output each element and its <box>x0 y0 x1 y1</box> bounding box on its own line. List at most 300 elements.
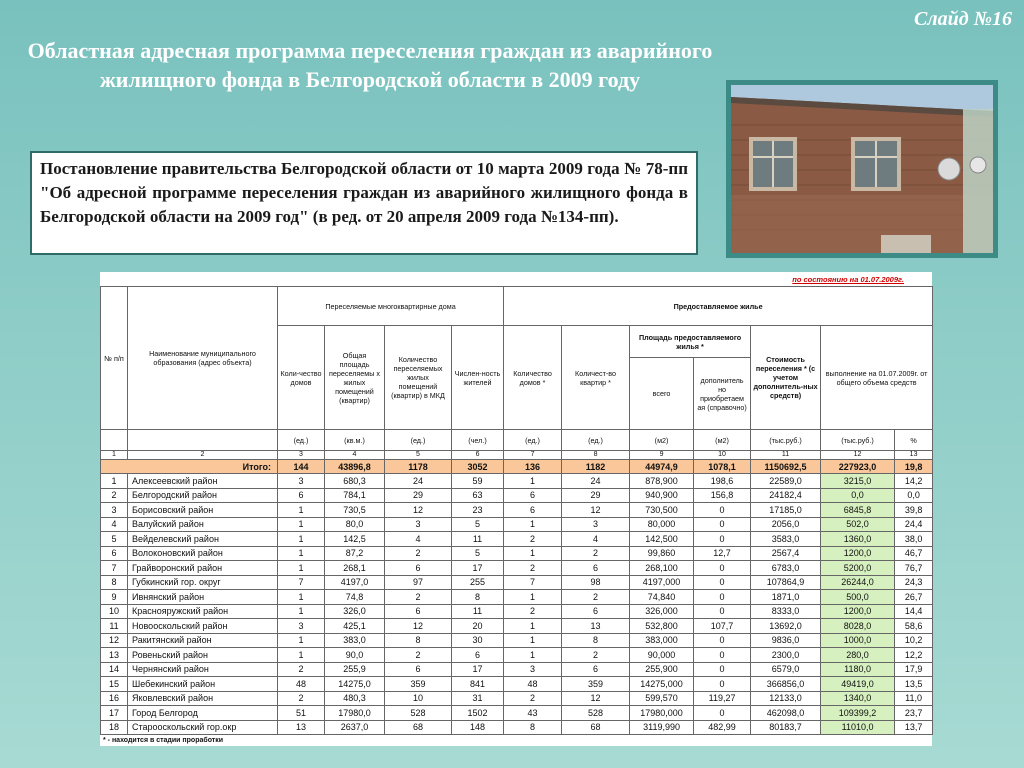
table-cell: 68 <box>385 720 452 735</box>
table-cell: 3 <box>278 474 325 489</box>
total-cell: 3052 <box>452 460 504 474</box>
table-cell: 528 <box>562 706 630 721</box>
table-cell: 1502 <box>452 706 504 721</box>
table-row <box>101 575 933 590</box>
table-row <box>101 720 933 735</box>
table-cell: 1 <box>278 517 325 532</box>
row-number: 17 <box>101 706 128 721</box>
table-cell: 68 <box>562 720 630 735</box>
table-cell: 359 <box>385 677 452 692</box>
table-cell: 2 <box>385 648 452 663</box>
unit-cell: (тыс.руб.) <box>751 430 821 451</box>
table-cell: 12,2 <box>895 648 933 663</box>
table-cell: 0 <box>694 648 751 663</box>
district-name: Борисовский район <box>128 503 278 518</box>
table-cell: 0 <box>694 517 751 532</box>
resolution-box <box>30 151 698 255</box>
row-number: 7 <box>101 561 128 576</box>
table-cell: 1 <box>278 503 325 518</box>
table-cell: 43 <box>504 706 562 721</box>
column-number: 6 <box>452 451 504 460</box>
table-cell: 528 <box>385 706 452 721</box>
unit-cell: (м2) <box>630 430 694 451</box>
table-cell: 0 <box>694 532 751 547</box>
table-cell: 2 <box>385 590 452 605</box>
header-execution: выполнение на 01.07.2009г. от общего объема средств <box>821 326 933 430</box>
table-row <box>101 662 933 677</box>
table-cell: 14275,000 <box>630 677 694 692</box>
row-number: 16 <box>101 691 128 706</box>
district-name: Шебекинский район <box>128 677 278 692</box>
column-number: 9 <box>630 451 694 460</box>
row-number: 5 <box>101 532 128 547</box>
date-note: по состоянию на 01.07.2009г. <box>792 275 904 284</box>
table-cell: 12 <box>562 691 630 706</box>
district-name: Краснояружский район <box>128 604 278 619</box>
table-cell: 730,500 <box>630 503 694 518</box>
table-row <box>101 517 933 532</box>
table-cell: 10,2 <box>895 633 933 648</box>
table-cell: 63 <box>452 488 504 503</box>
table-cell: 3 <box>562 517 630 532</box>
table-cell: 99,860 <box>630 546 694 561</box>
table-cell: 1 <box>278 561 325 576</box>
column-number: 3 <box>278 451 325 460</box>
table-cell: 5 <box>452 517 504 532</box>
table-cell: 2 <box>504 532 562 547</box>
table-cell: 1200,0 <box>821 604 895 619</box>
table-cell: 11 <box>452 532 504 547</box>
table-cell: 14,2 <box>895 474 933 489</box>
table-cell: 74,840 <box>630 590 694 605</box>
table-cell: 90,000 <box>630 648 694 663</box>
row-number: 6 <box>101 546 128 561</box>
header-houses: Коли-чество домов <box>278 326 325 430</box>
table-cell: 3583,0 <box>751 532 821 547</box>
table-cell: 109399,2 <box>821 706 895 721</box>
table-cell: 90,0 <box>325 648 385 663</box>
table-cell: 7 <box>278 575 325 590</box>
row-number: 11 <box>101 619 128 634</box>
table-cell: 31 <box>452 691 504 706</box>
table-cell: 4197,000 <box>630 575 694 590</box>
table-cell: 12 <box>385 619 452 634</box>
table-cell: 6783,0 <box>751 561 821 576</box>
table-cell: 29 <box>562 488 630 503</box>
table-cell: 1000,0 <box>821 633 895 648</box>
table-row <box>101 604 933 619</box>
column-number: 13 <box>895 451 933 460</box>
table-cell: 0 <box>694 662 751 677</box>
table-cell: 0 <box>694 590 751 605</box>
district-name: Яковлевский район <box>128 691 278 706</box>
table-cell: 24182,4 <box>751 488 821 503</box>
relocation-table <box>100 272 932 746</box>
column-number: 10 <box>694 451 751 460</box>
table-cell: 0 <box>694 633 751 648</box>
table-cell: 8333,0 <box>751 604 821 619</box>
table-cell: 841 <box>452 677 504 692</box>
table-cell: 280,0 <box>821 648 895 663</box>
unit-cell: (кв.м.) <box>325 430 385 451</box>
total-cell: 44974,9 <box>630 460 694 474</box>
table-cell: 268,100 <box>630 561 694 576</box>
table-cell: 24,3 <box>895 575 933 590</box>
table-cell: 8 <box>452 590 504 605</box>
table-cell: 12 <box>562 503 630 518</box>
table-cell: 80,0 <box>325 517 385 532</box>
table-cell: 97 <box>385 575 452 590</box>
table-cell: 255,900 <box>630 662 694 677</box>
table-cell: 24 <box>385 474 452 489</box>
header-prov-houses: Количество домов * <box>504 326 562 430</box>
table-cell: 76,7 <box>895 561 933 576</box>
row-number: 10 <box>101 604 128 619</box>
table-cell: 0 <box>694 677 751 692</box>
table-cell: 1360,0 <box>821 532 895 547</box>
row-number: 8 <box>101 575 128 590</box>
table-row <box>101 619 933 634</box>
table-cell: 13 <box>278 720 325 735</box>
slide-title: Областная адресная программа переселения граждан из аварийного жилищного фонда в Белгородской области в 2009 году <box>27 38 713 92</box>
table-cell: 13,5 <box>895 677 933 692</box>
table-cell: 17980,0 <box>325 706 385 721</box>
table-cell: 142,5 <box>325 532 385 547</box>
column-number: 2 <box>128 451 278 460</box>
district-name: Чернянский район <box>128 662 278 677</box>
unit-cell: (тыс.руб.) <box>821 430 895 451</box>
table-cell: 12133,0 <box>751 691 821 706</box>
table-cell: 8 <box>385 633 452 648</box>
table-cell: 6 <box>562 604 630 619</box>
table-cell: 156,8 <box>694 488 751 503</box>
table-cell: 482,99 <box>694 720 751 735</box>
row-number: 18 <box>101 720 128 735</box>
table-row <box>101 503 933 518</box>
table-row <box>101 546 933 561</box>
table-cell: 0,0 <box>895 488 933 503</box>
column-number: 12 <box>821 451 895 460</box>
table-cell: 6 <box>385 604 452 619</box>
table-cell: 107,7 <box>694 619 751 634</box>
table-cell: 383,0 <box>325 633 385 648</box>
table-cell: 198,6 <box>694 474 751 489</box>
table-cell: 1 <box>504 619 562 634</box>
table-row <box>101 648 933 663</box>
table-row <box>101 590 933 605</box>
table-cell: 0 <box>694 706 751 721</box>
table-cell: 26,7 <box>895 590 933 605</box>
table-cell: 5 <box>452 546 504 561</box>
district-name: Вейделевский район <box>128 532 278 547</box>
table-row <box>101 706 933 721</box>
table-cell: 6 <box>385 561 452 576</box>
header-relocated-group: Переселяемые многоквартирные дома <box>278 287 504 326</box>
table-cell: 3119,990 <box>630 720 694 735</box>
table-cell: 39,8 <box>895 503 933 518</box>
table-cell: 6579,0 <box>751 662 821 677</box>
table-cell: 4 <box>562 532 630 547</box>
table-cell: 502,0 <box>821 517 895 532</box>
table-cell: 4197,0 <box>325 575 385 590</box>
table-cell: 48 <box>278 677 325 692</box>
header-provided-group: Предоставляемое жилье <box>504 287 933 326</box>
table-cell: 730,5 <box>325 503 385 518</box>
table-cell: 3 <box>504 662 562 677</box>
table-cell: 74,8 <box>325 590 385 605</box>
district-name: Ракитянский район <box>128 633 278 648</box>
table-cell: 1 <box>504 546 562 561</box>
total-cell: 136 <box>504 460 562 474</box>
table-cell: 1 <box>504 517 562 532</box>
district-name: Губкинский гор. округ <box>128 575 278 590</box>
row-number: 15 <box>101 677 128 692</box>
table-row <box>101 488 933 503</box>
table-cell: 532,800 <box>630 619 694 634</box>
table-cell: 80183,7 <box>751 720 821 735</box>
total-label: Итого: <box>101 460 278 474</box>
table-cell: 17,9 <box>895 662 933 677</box>
unit-cell: (ед.) <box>385 430 452 451</box>
table-cell: 23 <box>452 503 504 518</box>
table-cell: 0,0 <box>821 488 895 503</box>
table-cell: 17185,0 <box>751 503 821 518</box>
column-number: 5 <box>385 451 452 460</box>
table-cell: 2 <box>504 561 562 576</box>
table-cell: 148 <box>452 720 504 735</box>
total-cell: 1182 <box>562 460 630 474</box>
row-number: 14 <box>101 662 128 677</box>
table-cell: 784,1 <box>325 488 385 503</box>
table-cell: 3 <box>278 619 325 634</box>
district-name: Грайворонский район <box>128 561 278 576</box>
table-cell: 1 <box>504 648 562 663</box>
district-name: Город Белгород <box>128 706 278 721</box>
table-cell: 38,0 <box>895 532 933 547</box>
table-cell: 359 <box>562 677 630 692</box>
table-cell: 2 <box>562 546 630 561</box>
total-cell: 144 <box>278 460 325 474</box>
total-cell: 1078,1 <box>694 460 751 474</box>
table-row <box>101 691 933 706</box>
column-number: 1 <box>101 451 128 460</box>
table-row <box>101 633 933 648</box>
table-cell: 268,1 <box>325 561 385 576</box>
table-cell: 1 <box>504 474 562 489</box>
table-cell: 12 <box>385 503 452 518</box>
district-name: Ровеньский район <box>128 648 278 663</box>
unit-cell: (ед.) <box>278 430 325 451</box>
table-cell: 2 <box>385 546 452 561</box>
table-cell: 17 <box>452 561 504 576</box>
row-number: 3 <box>101 503 128 518</box>
table-cell: 11 <box>452 604 504 619</box>
table-cell: 1 <box>278 546 325 561</box>
table-cell: 13692,0 <box>751 619 821 634</box>
row-number: 1 <box>101 474 128 489</box>
table-cell: 46,7 <box>895 546 933 561</box>
table-cell: 10 <box>385 691 452 706</box>
table-cell: 6 <box>562 662 630 677</box>
table-cell: 3 <box>385 517 452 532</box>
table-cell: 2 <box>504 691 562 706</box>
header-name: Наименование муниципального образования (адрес объекта) <box>128 287 278 430</box>
table-cell: 98 <box>562 575 630 590</box>
column-number: 8 <box>562 451 630 460</box>
table-cell: 1871,0 <box>751 590 821 605</box>
footnote: * - находится в стадии проработки <box>103 737 224 744</box>
district-name: Волоконовский район <box>128 546 278 561</box>
table-cell: 119,27 <box>694 691 751 706</box>
header-area-extra: дополнитель но приобретаем ая (справочно) <box>694 358 751 430</box>
table-cell: 6845,8 <box>821 503 895 518</box>
header-premises: Количество переселяемых жилых помещений (квартир) в МКД <box>385 326 452 430</box>
table-cell: 500,0 <box>821 590 895 605</box>
unit-cell: % <box>895 430 933 451</box>
table-cell: 1340,0 <box>821 691 895 706</box>
column-number: 11 <box>751 451 821 460</box>
table-cell: 0 <box>694 575 751 590</box>
row-number: 4 <box>101 517 128 532</box>
table-row <box>101 474 933 489</box>
table-cell: 22589,0 <box>751 474 821 489</box>
table-cell: 24,4 <box>895 517 933 532</box>
district-name: Алексеевский район <box>128 474 278 489</box>
total-cell: 1178 <box>385 460 452 474</box>
table-cell: 48 <box>504 677 562 692</box>
resolution-text: Постановление правительства Белгородской области от 10 марта 2009 года № 78-пп "Об адресной программе переселения граждан из аварийного жилищного фонда в Белгородской области на 2009 год" (в ред. от 20 апреля 2009 года №134-пп). <box>40 159 688 226</box>
table-cell: 3215,0 <box>821 474 895 489</box>
unit-cell: (чел.) <box>452 430 504 451</box>
unit-cell: (ед.) <box>504 430 562 451</box>
table-cell: 1180,0 <box>821 662 895 677</box>
table-cell: 11010,0 <box>821 720 895 735</box>
table-cell: 14,4 <box>895 604 933 619</box>
table-cell: 7 <box>504 575 562 590</box>
table-cell: 1 <box>504 590 562 605</box>
table-cell: 6 <box>452 648 504 663</box>
table-row <box>101 677 933 692</box>
table-cell: 6 <box>385 662 452 677</box>
table-cell: 80,000 <box>630 517 694 532</box>
table-cell: 0 <box>694 503 751 518</box>
row-number: 2 <box>101 488 128 503</box>
district-name: Белгородский район <box>128 488 278 503</box>
table-cell: 142,500 <box>630 532 694 547</box>
column-number: 4 <box>325 451 385 460</box>
table-cell: 8 <box>504 720 562 735</box>
table-cell: 24 <box>562 474 630 489</box>
table-cell: 599,570 <box>630 691 694 706</box>
table-cell: 383,000 <box>630 633 694 648</box>
unit-cell: (ед.) <box>562 430 630 451</box>
table-cell: 8 <box>562 633 630 648</box>
header-area-total: всего <box>630 358 694 430</box>
column-number: 7 <box>504 451 562 460</box>
table-cell: 20 <box>452 619 504 634</box>
table-cell: 17980,000 <box>630 706 694 721</box>
header-area: Общая площадь переселяемы х жилых помещений (квартир) <box>325 326 385 430</box>
header-area-group: Площадь предоставляемого жилья * <box>630 326 751 358</box>
table-cell: 366856,0 <box>751 677 821 692</box>
total-cell: 227923,0 <box>821 460 895 474</box>
table-cell: 2056,0 <box>751 517 821 532</box>
table-cell: 14275,0 <box>325 677 385 692</box>
table-cell: 13 <box>562 619 630 634</box>
table-cell: 5200,0 <box>821 561 895 576</box>
table-cell: 2 <box>278 662 325 677</box>
table-cell: 0 <box>694 604 751 619</box>
column-number-row <box>101 451 933 460</box>
table-cell: 2567,4 <box>751 546 821 561</box>
table-cell: 6 <box>562 561 630 576</box>
table-cell: 1 <box>278 633 325 648</box>
total-cell: 1150692,5 <box>751 460 821 474</box>
table-cell: 8028,0 <box>821 619 895 634</box>
table-cell: 49419,0 <box>821 677 895 692</box>
table-cell: 1 <box>278 648 325 663</box>
table-cell: 30 <box>452 633 504 648</box>
table-cell: 425,1 <box>325 619 385 634</box>
total-row <box>101 460 933 474</box>
table-cell: 680,3 <box>325 474 385 489</box>
table-cell: 51 <box>278 706 325 721</box>
table-cell: 1 <box>278 590 325 605</box>
header-num: № п/п <box>101 287 128 430</box>
total-cell: 19,8 <box>895 460 933 474</box>
table-cell: 6 <box>504 503 562 518</box>
table-cell: 2 <box>504 604 562 619</box>
row-number: 9 <box>101 590 128 605</box>
table-cell: 11,0 <box>895 691 933 706</box>
header-residents: Числен-ность жителей <box>452 326 504 430</box>
table-cell: 12,7 <box>694 546 751 561</box>
table-cell: 0 <box>694 561 751 576</box>
district-name: Старооскольский гор.окр <box>128 720 278 735</box>
row-number: 12 <box>101 633 128 648</box>
table-cell: 6 <box>504 488 562 503</box>
table-cell: 58,6 <box>895 619 933 634</box>
table-cell: 2 <box>278 691 325 706</box>
table-cell: 480,3 <box>325 691 385 706</box>
table-cell: 87,2 <box>325 546 385 561</box>
table-cell: 26244,0 <box>821 575 895 590</box>
table-cell: 1 <box>504 633 562 648</box>
table-cell: 107864,9 <box>751 575 821 590</box>
total-cell: 43896,8 <box>325 460 385 474</box>
unit-cell: (м2) <box>694 430 751 451</box>
table-cell: 940,900 <box>630 488 694 503</box>
slide-number: Слайд №16 <box>914 8 1012 30</box>
table-cell: 17 <box>452 662 504 677</box>
table-cell: 462098,0 <box>751 706 821 721</box>
table-cell: 1 <box>278 532 325 547</box>
table-row <box>101 561 933 576</box>
table-cell: 2 <box>562 648 630 663</box>
header-prov-flats: Количест-во квартир * <box>562 326 630 430</box>
district-name: Ивнянский район <box>128 590 278 605</box>
table-cell: 6 <box>278 488 325 503</box>
table-cell: 255 <box>452 575 504 590</box>
table-cell: 4 <box>385 532 452 547</box>
table-row <box>101 532 933 547</box>
table-cell: 326,000 <box>630 604 694 619</box>
district-name: Новооскольский район <box>128 619 278 634</box>
table-cell: 2637,0 <box>325 720 385 735</box>
table-cell: 878,900 <box>630 474 694 489</box>
table-cell: 2 <box>562 590 630 605</box>
header-cost: Стоимость переселения * (с учетом дополнитель-ных средств) <box>751 326 821 430</box>
